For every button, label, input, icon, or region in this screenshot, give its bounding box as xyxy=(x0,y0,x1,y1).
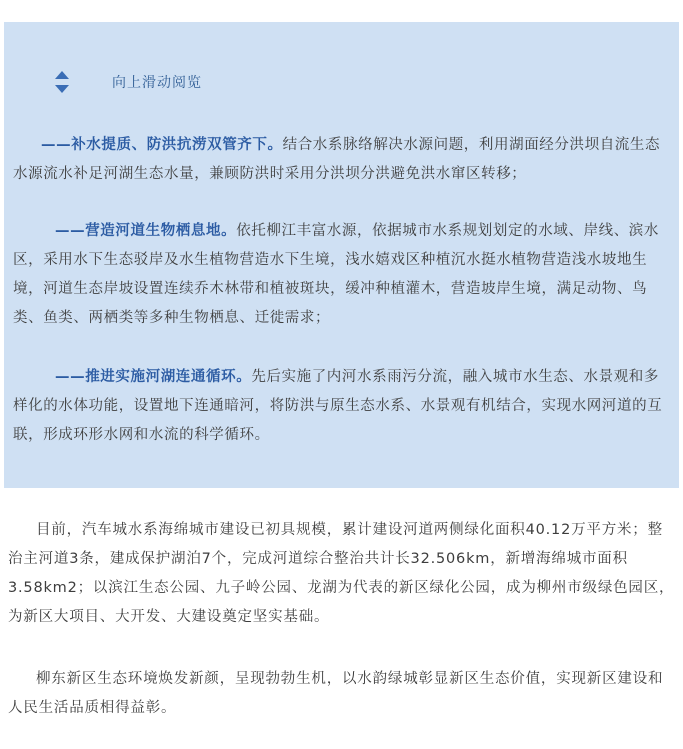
panel-item-text: 结合水系脉络解决水源问题，利用湖面经分洪坝自流生态水源流水补足河湖生态水量，兼顾防洪时采用分洪坝分洪避免洪水窜区转移； xyxy=(13,137,661,182)
panel-item-lead: ——补水提质、防洪抗涝双管齐下。 xyxy=(41,137,283,153)
body-paragraph-progress: 目前，汽车城水系海绵城市建设已初具规模，累计建设河道两侧绿化面积40.12万平方米；整治主河道3条，建成保护湖泊7个，完成河道综合整治共计长32.506km，新增海绵城市面积3.58km2；以滨江生态公园、九子岭公园、龙湖为代表的新区绿化公园，成为柳州市级绿色园区，为新区大项目、大开发、大建设奠定坚实基础。 xyxy=(8,522,675,625)
panel-item-text: 先后实施了内河水系雨污分流，融入城市水生态、水景观和多样化的水体功能，设置地下连通暗河，将防洪与原生态水系、水景观有机结合，实现水网河道的互联，形成环形水网和水流的科学循环。 xyxy=(13,369,663,443)
panel-item-connectivity xyxy=(13,363,668,450)
panel-item-lead: ——营造河道生物栖息地。 xyxy=(55,223,237,239)
up-down-arrows-icon xyxy=(52,70,72,94)
panel-item-water-supply xyxy=(13,131,668,189)
scroll-hint xyxy=(52,70,202,94)
scroll-hint-text: 向上滑动阅览 xyxy=(112,75,202,91)
panel-item-lead: ——推进实施河湖连通循环。 xyxy=(55,369,252,385)
body-paragraph-conclusion: 柳东新区生态环境焕发新颜，呈现勃勃生机，以水韵绿城彰显新区生态价值，实现新区建设和人民生活品质相得益彰。 xyxy=(8,671,664,716)
panel-item-habitat xyxy=(13,217,668,333)
panel-item-text: 依托柳江丰富水源，依据城市水系规划划定的水域、岸线、滨水区，采用水下生态驳岸及水生植物营造水下生境，浅水嬉戏区种植沉水挺水植物营造浅水坡地生境，河道生态岸坡设置连续乔木林带和植被斑块，缓冲种植灌木，营造坡岸生境，满足动物、鸟类、鱼类、两栖类等多种生物栖息、迁徙需求； xyxy=(13,223,660,326)
